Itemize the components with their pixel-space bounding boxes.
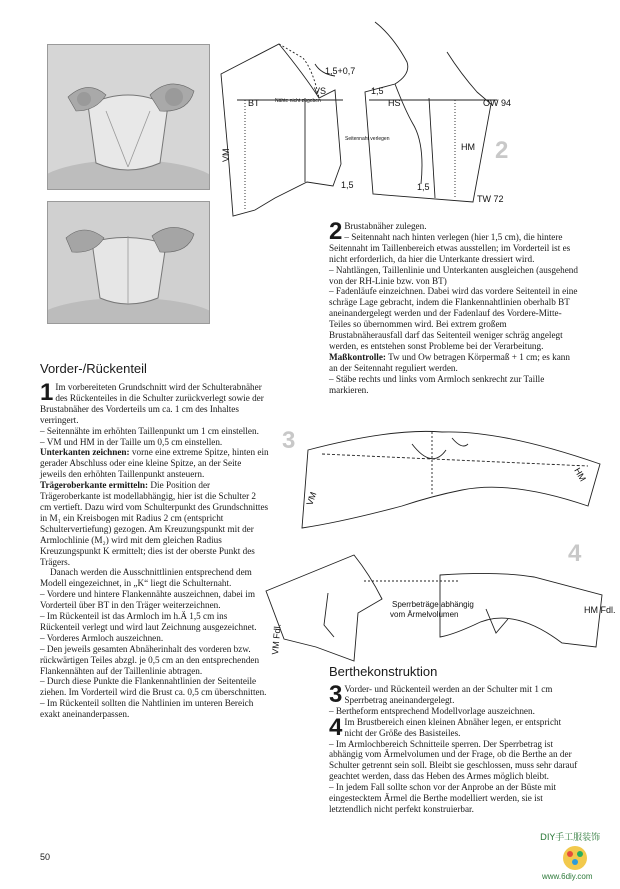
label-note-sideseam: Seitennaht verlegen xyxy=(345,136,390,142)
text-column-right-bottom xyxy=(329,681,578,815)
dropcap-2: 2 xyxy=(329,218,343,245)
paragraph-side-seams: – Seitennähte im erhöhten Taillenpunkt um 1 cm einstellen. xyxy=(40,425,259,436)
section-title-front-back: Vorder-/Rückenteil xyxy=(40,361,147,376)
label-fig3-vm: VM xyxy=(304,490,319,507)
paragraph-berthe-shape: – Bertheform entsprechend Modellvorlage auszeichnen. xyxy=(329,705,535,716)
label-1-5-a: 1,5 xyxy=(371,86,384,96)
paragraph-grainlines: – Fadenläufe einzeichnen. Dabei wird das vordere Seitenteil in eine schräge Lage gebracht, indem die Flankennahtlinien oberhalb BT aneinandergelegt werden und der Fadenlauf des Vordere-Mitte-Teiles so übernommen wird. Bei extrem großem Brustabnäherausfall darf das Seitenteil weniger schräg angelegt werden, es entstehen sonst Probleme bei der Verarbeitung. xyxy=(329,286,578,351)
paragraph-fitting: – In jedem Fall sollte schon vor der Anprobe an der Büste mit eingestecktem Ärmel die Berthe modelliert werden, sie ist letztendlich nicht perfekt konstruierbar. xyxy=(329,782,557,814)
pattern-figure-1-2 xyxy=(215,14,535,219)
label-1-5-b: 1,5 xyxy=(341,180,354,190)
paragraph-vm-hm: – VM und HM in der Taille um 0,5 cm einstellen. xyxy=(40,436,223,447)
bodice-back-image xyxy=(48,202,209,323)
dropcap-1: 1 xyxy=(40,379,54,406)
text-column-right-top xyxy=(329,218,578,396)
pattern-figure-4 xyxy=(262,535,616,670)
label-fig4-note-1: Sperrbeträge abhängig xyxy=(392,600,474,609)
dropcap-4: 4 xyxy=(329,713,343,741)
label-vm: VM xyxy=(221,148,231,162)
label-bt: BT xyxy=(248,98,260,108)
text-column-left xyxy=(40,379,269,720)
bodice-pattern-drawing xyxy=(215,14,535,219)
label-hs: HS xyxy=(388,98,401,108)
paragraph-side-seam-shift: – Seitennaht nach hinten verlegen (hier 1,5 cm), die hintere Seitennaht im Taillenbereich etwas ausstellen; im Vorderteil ist es nicht erforderlich, da hier die Unterkante dressiert wird. xyxy=(329,231,571,264)
watermark-text: DIY手工服装饰 xyxy=(540,833,601,843)
bodice-photo-front xyxy=(47,44,210,190)
label-vs: VS xyxy=(314,86,327,96)
paragraph-bones: – Stäbe rechts und links vom Armloch senkrecht zur Taille markieren. xyxy=(329,373,545,395)
dropcap-3: 3 xyxy=(329,681,343,708)
paragraph-lower-edges: Unterkanten zeichnen: vorne eine extreme Spitze, hinten ein gerader Abschluss oder eine kleine Spitze, an der Seite jeweils den erhöhten Taillenpunkt ansteuern. xyxy=(40,447,269,480)
paragraph-back-seams: – Im Rückenteil sollten die Nahtlinien im unteren Bereich exakt aneinanderpassen. xyxy=(40,698,254,720)
paragraph-armhole-front: – Vorderes Armloch auszeichnen. xyxy=(40,632,164,643)
paragraph-armhole-back: – Im Rückenteil ist das Armloch im h.Ä 1,5 cm ins Rückenteil verlegt und wird laut Zeichnung ausgezeichnet. xyxy=(40,611,257,632)
paragraph-seam-lengths: – Nahtlängen, Taillenlinie und Unterkanten ausgleichen (ausgehend von der RH-Linie bzw. von BT) xyxy=(329,264,578,286)
paragraph-bust-small-dart: 4 Im Brustbereich einen kleinen Abnäher legen, er entspricht nicht der Größe des Basisteiles. xyxy=(329,713,562,741)
label-fig4-note-2: vom Ärmelvolumen xyxy=(390,610,459,619)
paragraph-intro: 1 Im vorbereiteten Grundschnitt wird der Schulterabnäher des Rückenteiles in die Schulter zurückverlegt sowie der Brustabnäher des Vorderteils um ca. 1 cm des Inhaltes verringert. xyxy=(40,379,264,425)
label-ow: OW 94 xyxy=(483,98,512,108)
paragraph-shoulder-overlap: 3 Vorder- und Rückenteil werden an der Schulter mit 1 cm Sperrbetrag aneinandergelegt. xyxy=(329,681,553,708)
paragraph-bust-dart: 2 Brustabnäher zulegen. xyxy=(329,218,427,245)
section-title-berthe: Berthekonstruktion xyxy=(329,664,438,679)
paragraph-measure-check: Maßkontrolle: Tw und Ow betragen Körpermaß + 1 cm; es kann an der Seitennaht reguliert werden. xyxy=(329,351,570,373)
paragraph-flank-seams: – Vordere und hintere Flankennähte auszeichnen, dabei im Vorderteil über BT in den Träger weiterzeichnen. xyxy=(40,589,255,611)
label-fig4-vm: VM Fdl. xyxy=(270,623,283,656)
figure-number-2: 2 xyxy=(495,137,509,164)
label-1-5-c: 1,5 xyxy=(417,182,430,192)
watermark-url: www.6diy.com xyxy=(542,872,593,881)
pattern-figure-3 xyxy=(282,410,612,535)
paragraph-strap-edge: Trägeroberkante ermitteln: Die Position der Trägeroberkante ist modellabhängig, hier ist die Schulter 2 cm vertieft. Dazu wird vom Schulterpunkt des Grundschnittes in M₁ ein Kreisbogen mit Radius 2 cm (entspricht Schultervertiefung) gezogen. Am Kreuzungspunkt mit der Armlochlinie (M₂) wird mit dem gleichen Radius Kreuzungspunkt K ermittelt; dies ist der oberste Punkt des Trägers. xyxy=(40,480,269,567)
bodice-photo-back xyxy=(47,201,210,324)
label-measure-m: 1,5+0,7 xyxy=(325,66,356,76)
berthe-spread-drawing xyxy=(262,535,616,670)
page-number: 50 xyxy=(40,852,51,862)
label-tw: TW 72 xyxy=(477,194,504,204)
berthe-pattern-drawing xyxy=(282,410,612,535)
paragraph-dart-content: – Den jeweils gesamten Abnäherinhalt des vorderen bzw. rückwärtigen Teiles abzgl. je 0,5 cm an den entsprechenden Flankennähten auf der Taillenlinie abtragen. xyxy=(40,643,260,676)
label-hm: HM xyxy=(461,142,475,152)
paragraph-neckline: Danach werden die Ausschnittlinien entsprechend dem Modell eingezeichnet, in „K“ liegt die Schulternaht. xyxy=(40,567,252,589)
paragraph-flank-lines: – Durch diese Punkte die Flankennahtlinien der Seitenteile ziehen. Im Vorderteil wird die Brust ca. 0,5 cm überschnitten. xyxy=(40,676,267,698)
label-fig3-hm: HM xyxy=(572,466,588,484)
figure-number-4: 4 xyxy=(568,540,582,567)
bodice-front-image xyxy=(48,45,209,189)
label-fig4-hm: HM Fdl. xyxy=(584,605,616,615)
label-note-seams: Nähte nicht zugeben xyxy=(275,98,321,104)
paragraph-armhole-spread: – Im Armlochbereich Schnitteile sperren. Der Sperrbetrag ist abhängig vom Ärmelvolumen und der Frage, ob die Berthe an der Schulter getrennt sein soll. Bleibt sie geschlossen, muss sehr darauf geachtet werden, dass das Heben des Armes möglich bleibt. xyxy=(329,738,578,782)
figure-number-3: 3 xyxy=(282,427,296,454)
